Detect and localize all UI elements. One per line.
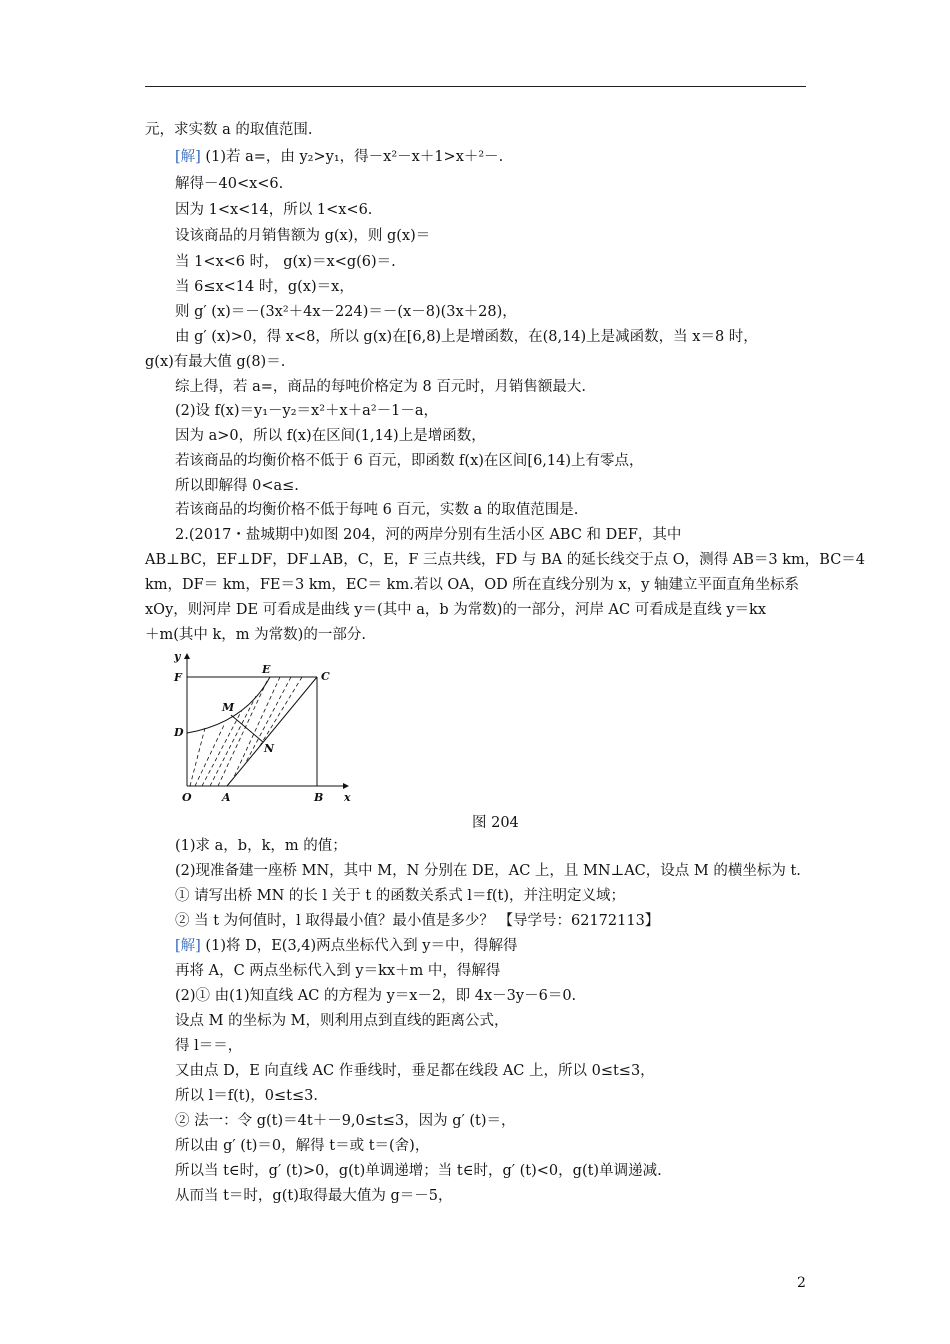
- label-c: C: [321, 670, 330, 683]
- text-line: 元，求实数 a 的取值范围.: [145, 122, 313, 138]
- text-line: (2)现准备建一座桥 MN，其中 M，N 分别在 DE，AC 上，且 MN⊥AC，设点 M 的横坐标为 t.: [175, 863, 801, 879]
- label-y: y: [174, 650, 181, 663]
- text-line: 综上得，若 a=，商品的每吨价格定为 8 百元时，月销售额最大.: [175, 379, 586, 395]
- text-line: 则 g′ (x)＝－(3x²＋4x－224)＝－(x－8)(3x＋28)，: [175, 304, 517, 320]
- label-b: B: [314, 791, 324, 804]
- river-figure: [170, 648, 370, 808]
- figure-caption: 图 204: [472, 815, 519, 831]
- text-line: 当 6≤x<14 时，g(x)＝x，: [175, 279, 354, 295]
- text-line: 设点 M 的坐标为 M，则利用点到直线的距离公式，: [175, 1013, 509, 1029]
- text-line: (1)求 a，b，k，m 的值；: [175, 838, 347, 854]
- text-line: ＋m(其中 k，m 为常数)的一部分.: [145, 627, 366, 643]
- text-line: 所以当 t∈时，g′ (t)>0，g(t)单调递增；当 t∈时，g′ (t)<0，g(t)单调递减.: [175, 1163, 662, 1179]
- text-line: 2.(2017・盐城期中)如图 204，河的两岸分别有生活小区 ABC 和 DEF，其中: [175, 527, 682, 543]
- text-line: 所以由 g′ (t)＝0，解得 t＝或 t＝(舍)，: [175, 1138, 430, 1154]
- text-line: 若该商品的均衡价格不低于 6 百元，即函数 f(x)在区间[6,14)上有零点，: [175, 453, 644, 469]
- text-line: ② 当 t 为何值时，l 取得最小值？最小值是多少？ 【导学号：62172113】: [175, 913, 660, 929]
- label-a: A: [222, 791, 231, 804]
- label-n: N: [264, 742, 275, 755]
- page-number: 2: [797, 1275, 806, 1291]
- label-x: x: [344, 791, 351, 804]
- text-line: (2)设 f(x)＝y₁－y₂＝x²＋x＋a²－1－a，: [175, 403, 439, 419]
- text-line: ① 请写出桥 MN 的长 l 关于 t 的函数关系式 l＝f(t)，并注明定义域；: [175, 888, 626, 904]
- text-line: 因为 a>0，所以 f(x)在区间(1,14)上是增函数，: [175, 428, 486, 444]
- bridge-mn: [231, 715, 263, 742]
- text-line: xOy，则河岸 DE 可看成是曲线 y＝(其中 a，b 为常数)的一部分，河岸 AC 可看成是直线 y＝kx: [145, 602, 766, 618]
- text-line: 又由点 D，E 向直线 AC 作垂线时，垂足都在线段 AC 上，所以 0≤t≤3，: [175, 1063, 655, 1079]
- text-line: km，DF＝ km，FE＝3 km，EC＝ km.若以 OA，OD 所在直线分别为 x，y 轴建立平面直角坐标系: [145, 577, 799, 593]
- label-m: M: [222, 701, 235, 714]
- text-line: 当 1<x<6 时， g(x)＝x<g(6)＝.: [175, 254, 396, 270]
- label-o: O: [182, 791, 192, 804]
- text-line: 解得－40<x<6.: [175, 176, 284, 192]
- text-line: (2)① 由(1)知直线 AC 的方程为 y＝x－2，即 4x－3y－6＝0.: [175, 988, 577, 1004]
- text-line: 得 l＝＝，: [175, 1038, 243, 1054]
- text-line: 设该商品的月销售额为 g(x)，则 g(x)＝: [175, 228, 431, 244]
- text-line: ② 法一：令 g(t)＝4t＋－9,0≤t≤3，因为 g′ (t)＝，: [175, 1113, 516, 1129]
- text-line: [解] (1)若 a=，由 y₂>y₁，得－x²－x＋1>x＋²－.: [175, 149, 504, 165]
- text-line: 再将 A，C 两点坐标代入到 y＝kx＋m 中，得解得: [175, 963, 501, 979]
- text-line: 从而当 t＝时，g(t)取得最大值为 g＝－5，: [175, 1188, 453, 1204]
- label-d: D: [174, 726, 184, 739]
- text-line: 所以即解得 0<a≤.: [175, 478, 299, 494]
- solution-tag: [解]: [175, 938, 201, 954]
- solution-tag: [解]: [175, 149, 201, 165]
- text-line: AB⊥BC，EF⊥DF，DF⊥AB，C，E，F 三点共线，FD 与 BA 的延长线交于点 O，测得 AB＝3 km，BC＝4: [145, 552, 866, 568]
- text-line: 由 g′ (x)>0，得 x<8，所以 g(x)在[6,8)上是增函数，在(8,14)上是减函数，当 x＝8 时，: [175, 329, 758, 345]
- header-rule: [145, 86, 806, 87]
- text-line: 所以 l＝f(t)，0≤t≤3.: [175, 1088, 318, 1104]
- text-line: 因为 1<x<14，所以 1<x<6.: [175, 202, 373, 218]
- text-line: [解] (1)将 D，E(3,4)两点坐标代入到 y＝中，得解得: [175, 938, 518, 954]
- line-ac: [227, 677, 317, 786]
- text-line: g(x)有最大值 g(8)＝.: [145, 354, 286, 370]
- label-f: F: [174, 671, 182, 684]
- label-e: E: [262, 663, 271, 676]
- text-line: 若该商品的均衡价格不低于每吨 6 百元，实数 a 的取值范围是.: [175, 502, 579, 518]
